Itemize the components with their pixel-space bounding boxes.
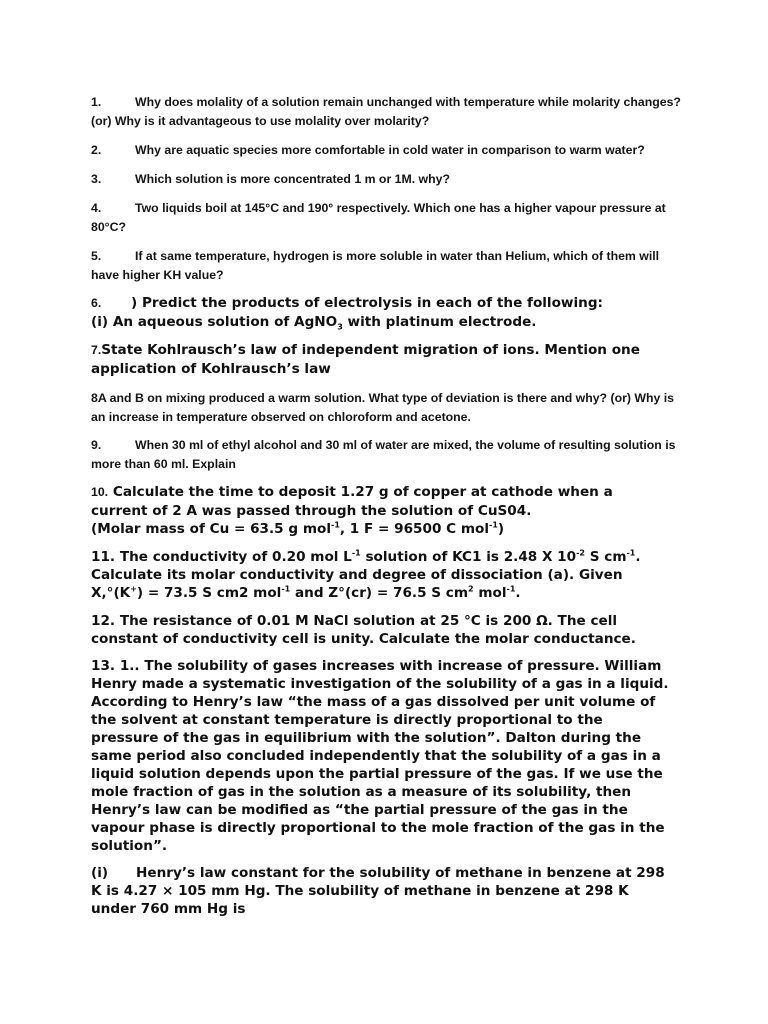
question-13-line: liquid solution depends upon the partial pressure of the gas. If we use the xyxy=(91,766,663,782)
question-11-line-2: Calculate its molar conductivity and degree of dissociation (a). Given xyxy=(91,567,623,583)
question-6-line-2: (i) An aqueous solution of AgNO$_3$ with platinum electrode. xyxy=(91,314,537,332)
question-9-number: 9. xyxy=(91,438,102,452)
question-9-line-2: more than 60 ml. Explain xyxy=(91,457,236,471)
question-10-line-2: current of 2 A was passed through the solution of CuS04. xyxy=(91,503,532,519)
question-1-text: Why does molality of a solution remain unchanged with temperature while molarity changes? xyxy=(135,95,681,109)
question-7-line-2: application of Kohlrausch’s law xyxy=(91,361,331,377)
question-13-line: According to Henry’s law “the mass of a gas dissolved per unit volume of xyxy=(91,694,656,710)
question-7-text: State Kohlrausch’s law of independent migration of ions. Mention one xyxy=(101,342,640,358)
question-3-number: 3. xyxy=(91,172,102,186)
question-13-line: solution”. xyxy=(91,838,168,854)
question-11-line-3: X,°(K+) = 73.5 S cm2 mol$^{-1}$ and Z°(cr) = 76.5 S $cm^2$ mol$^{-1}$. xyxy=(91,584,521,601)
question-13-line: Henry made a systematic investigation of the solubility of a gas in a liquid. xyxy=(91,676,669,692)
question-13-line: mole fraction of gas in the solution as a measure of its solubility, then xyxy=(91,784,632,800)
question-13-line: vapour phase is directly proportional to the mole fraction of the gas in the xyxy=(91,820,665,836)
sub-question-i-text: Henry’s law constant for the solubility of methane in benzene at 298 xyxy=(136,865,665,881)
question-5-number: 5. xyxy=(91,249,102,263)
sub-question-i-line-3: under 760 mm Hg is xyxy=(91,901,246,917)
question-8-line-1: 8A and B on mixing produced a warm solution. What type of deviation is there and why? (or) Why is xyxy=(91,391,675,405)
question-1-line-1 xyxy=(91,93,691,112)
question-13-line: the solvent at constant temperature is directly proportional to the xyxy=(91,712,603,728)
question-10 xyxy=(91,483,691,538)
question-1-number: 1. xyxy=(91,95,102,109)
question-1 xyxy=(91,93,691,131)
question-11-line-1: 11. The conductivity of 0.20 mol $L^{-1}$ solution of KC1 is 2.48 X $10^{-2}$ S $cm^{-1}$. xyxy=(91,548,641,565)
question-10-line-3: (Molar mass of Cu = 63.5 g mol$^{-1}$, 1 F = 96500 C mol$^{-1}$) xyxy=(91,520,505,537)
question-13-line: 13. 1.. The solubility of gases increases with increase of pressure. William xyxy=(91,658,662,674)
question-6 xyxy=(91,294,691,331)
question-1-line-2: (or) Why is it advantageous to use molality over molarity? xyxy=(91,114,430,128)
question-2 xyxy=(91,141,691,160)
question-8-line-2: an increase in temperature observed on chloroform and acetone. xyxy=(91,410,471,424)
question-3-text: Which solution is more concentrated 1 m or 1M. why? xyxy=(135,172,450,186)
question-10-text: Calculate the time to deposit 1.27 g of copper at cathode when a xyxy=(108,484,613,500)
question-3 xyxy=(91,170,691,189)
question-13-line: same period also concluded independently that the solubility of a gas in a xyxy=(91,748,661,764)
question-10-number: 10. xyxy=(91,485,109,499)
question-4 xyxy=(91,199,691,237)
question-2-number: 2. xyxy=(91,143,102,157)
question-8 xyxy=(91,389,691,427)
sub-question-i-number: (i) xyxy=(91,865,109,881)
question-6-text: ) Predict the products of electrolysis in each of the following: xyxy=(131,295,603,311)
question-11 xyxy=(91,548,691,602)
question-13-line: pressure of the gas in equilibrium with the solution”. Dalton during the xyxy=(91,730,642,746)
question-4-text: Two liquids boil at 145°C and 190° respectively. Which one has a higher vapour pressure at xyxy=(135,201,666,215)
question-5-text: If at same temperature, hydrogen is more soluble in water than Helium, which of them will xyxy=(135,249,660,263)
question-7 xyxy=(91,341,691,378)
sub-question-i xyxy=(91,864,691,918)
question-12-line-2: constant of conductivity cell is unity. Calculate the molar conductance. xyxy=(91,631,636,647)
sub-question-i-line-2: K is 4.27 × 105 mm Hg. The solubility of methane in benzene at 298 K xyxy=(91,883,629,899)
question-7-number: 7. xyxy=(91,343,102,357)
question-13-line: Henry’s law can be modified as “the partial pressure of the gas in the xyxy=(91,802,628,818)
question-4-number: 4. xyxy=(91,201,102,215)
question-2-text: Why are aquatic species more comfortable in cold water in comparison to warm water? xyxy=(135,143,645,157)
question-9 xyxy=(91,436,691,474)
question-5 xyxy=(91,247,691,285)
question-13 xyxy=(91,657,691,855)
question-12 xyxy=(91,612,691,648)
question-9-text: When 30 ml of ethyl alcohol and 30 ml of water are mixed, the volume of resulting solution is xyxy=(135,438,676,452)
question-5-line-2: have higher KH value? xyxy=(91,268,224,282)
question-12-line-1: 12. The resistance of 0.01 M NaCl solution at 25 °C is 200 Ω. The cell xyxy=(91,613,618,629)
question-6-number: 6. xyxy=(91,296,102,310)
question-4-line-2: 80°C? xyxy=(91,220,126,234)
